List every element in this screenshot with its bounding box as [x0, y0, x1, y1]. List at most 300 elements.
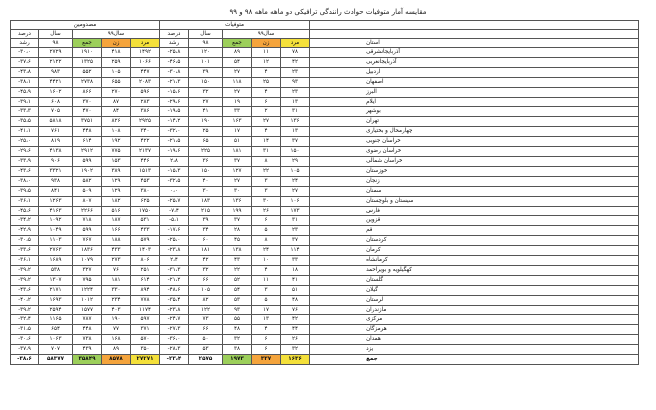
stats-table — [10, 20, 639, 365]
deaths-total-cell: ۳۳ — [223, 107, 252, 117]
province-name: کردستان — [310, 236, 639, 246]
province-name: یزد — [310, 345, 639, 355]
injured-total-cell: ۵۹۹ — [73, 226, 102, 236]
injured-growth-cell: -۴۵،۶ — [11, 206, 39, 216]
injured-98-cell: ۲۵۹۴ — [39, 305, 73, 315]
deaths-female-cell: ۴ — [252, 325, 281, 335]
deaths-98-cell: ۲۲۵ — [189, 147, 223, 157]
deaths-98-cell: ۲۱۵ — [189, 206, 223, 216]
deaths-98-cell: ۱۲۲ — [189, 305, 223, 315]
injured-male-cell: ۲۰۸۳ — [131, 77, 160, 87]
deaths-total-cell: ۱۳۶ — [223, 196, 252, 206]
deaths-total-cell: ۱۳۸ — [223, 246, 252, 256]
province-name: جمع — [310, 355, 639, 365]
injured-98-cell: ۱۱۶۵ — [39, 315, 73, 325]
deaths-98-cell: ۱۰۱ — [189, 57, 223, 67]
injured-98-cell: ۲۷۶۳ — [39, 246, 73, 256]
table-row — [11, 265, 639, 275]
deaths-year99-header: سال۹۹ — [223, 30, 310, 39]
deaths-total-cell: ۳۲ — [223, 335, 252, 345]
injured-female-cell: ۱۹۲ — [102, 137, 131, 147]
province-name: قم — [310, 226, 639, 236]
deaths-male-header: مرد — [281, 39, 310, 48]
injured-female-cell: ۴۱۸ — [102, 48, 131, 58]
injured-total-cell: ۶۱۴ — [73, 137, 102, 147]
injured-growth-cell: -۳۸،۶ — [11, 355, 39, 365]
injured-male-cell: ۷۷۸ — [131, 295, 160, 305]
province-header: استان — [310, 39, 639, 48]
injured-total-cell: ۳۲۷ — [73, 265, 102, 275]
injured-total-cell: ۱۸۳۶ — [73, 246, 102, 256]
deaths-female-cell: ۵ — [252, 295, 281, 305]
deaths-total-cell: ۲۷ — [223, 176, 252, 186]
injured-female-cell: ۳۸۹ — [102, 166, 131, 176]
deaths-98-header: ۹۸ — [189, 39, 223, 48]
deaths-98-cell: ۱۸۳ — [189, 196, 223, 206]
injured-total-cell: ۲۷۳۸ — [73, 77, 102, 87]
deaths-growth-cell: -۴۸،۶ — [160, 285, 189, 295]
injured-total-cell: ۱۲۲۴ — [73, 285, 102, 295]
injured-98-cell: ۷۶۱ — [39, 127, 73, 137]
table-row — [11, 196, 639, 206]
province-name: کرمان — [310, 246, 639, 256]
deaths-98-cell: ۵۳ — [189, 345, 223, 355]
injured-growth-cell: -۴۰،۲ — [11, 295, 39, 305]
table-row — [11, 77, 639, 87]
deaths-growth-cell: -۳۵،۴ — [160, 295, 189, 305]
deaths-98-cell: ۳۰ — [189, 186, 223, 196]
injured-total-cell: ۳۵۸۴۹ — [73, 355, 102, 365]
deaths-female-cell: ۶ — [252, 335, 281, 345]
province-name: سمنان — [310, 186, 639, 196]
deaths-male-cell: ۱۵۰ — [281, 147, 310, 157]
deaths-female-cell: ۲۷ — [252, 117, 281, 127]
injured-percent-header: درصد — [11, 30, 39, 39]
deaths-98-cell: ۱۹۰ — [189, 117, 223, 127]
injured-male-cell: ۱۱۷۴ — [131, 305, 160, 315]
deaths-98-cell: ۳۲ — [189, 87, 223, 97]
deaths-year-header: سال — [189, 30, 223, 39]
injured-female-cell: ۸۷ — [102, 97, 131, 107]
table-row — [11, 57, 639, 67]
injured-male-cell: ۳۸۰ — [131, 186, 160, 196]
injured-male-cell: ۵۳۱ — [131, 216, 160, 226]
deaths-98-cell: ۱۵۰ — [189, 77, 223, 87]
table-row — [11, 335, 639, 345]
injured-98-cell: ۳۳۲۱ — [39, 166, 73, 176]
deaths-male-cell: ۷۸ — [281, 48, 310, 58]
injured-female-cell: ۶۵۵ — [102, 77, 131, 87]
header-row-years — [11, 30, 639, 39]
deaths-total-cell: ۳۸ — [223, 345, 252, 355]
injured-total-cell: ۱۹۱۰ — [73, 48, 102, 58]
deaths-growth-cell: -۲۱،۳ — [160, 77, 189, 87]
deaths-male-cell: ۱۳ — [281, 97, 310, 107]
deaths-growth-cell: -۲۳،۸ — [160, 246, 189, 256]
injured-female-cell: ۸۵۷۸ — [102, 355, 131, 365]
deaths-female-cell: ۱۳ — [252, 315, 281, 325]
injured-98-cell: ۲۱۲۲ — [39, 57, 73, 67]
total-row — [11, 355, 639, 365]
deaths-female-cell: ۵ — [252, 226, 281, 236]
deaths-98-cell: ۱۵۰ — [189, 166, 223, 176]
injured-growth-cell: -۳۰،۶ — [11, 335, 39, 345]
injured-total-cell: ۴۷۰ — [73, 107, 102, 117]
deaths-growth-cell: -۱۹،۵ — [160, 107, 189, 117]
injured-female-cell: ۲۳۴ — [102, 295, 131, 305]
injured-growth-cell: -۳۸،۰ — [11, 176, 39, 186]
province-name: مازندران — [310, 305, 639, 315]
deaths-male-cell: ۴۲ — [281, 315, 310, 325]
injured-total-cell: ۱۰۷۹ — [73, 256, 102, 266]
injured-male-cell: ۳۸۶ — [131, 107, 160, 117]
deaths-98-cell: ۷۳ — [189, 315, 223, 325]
deaths-female-cell: ۲۵ — [252, 77, 281, 87]
injured-male-cell: ۳۵۰ — [131, 345, 160, 355]
injured-growth-cell: -۳۲،۴ — [11, 315, 39, 325]
deaths-female-cell: ۳ — [252, 186, 281, 196]
injured-male-cell: ۴۵۳ — [131, 176, 160, 186]
province-name: گلستان — [310, 275, 639, 285]
group-injured-header: مصدومین — [11, 21, 160, 30]
injured-98-cell: ۱۱۰۳ — [39, 236, 73, 246]
deaths-total-header: جمع — [223, 39, 252, 48]
injured-male-cell: ۴۴۶ — [131, 156, 160, 166]
deaths-growth-cell: -۳۲،۰ — [160, 127, 189, 137]
table-row — [11, 305, 639, 315]
deaths-growth-cell: -۲۳،۸ — [160, 305, 189, 315]
injured-growth-cell: -۴۳،۶ — [11, 285, 39, 295]
deaths-male-cell: ۲۴ — [281, 176, 310, 186]
deaths-98-cell: ۴۲ — [189, 256, 223, 266]
deaths-male-cell: ۷۶ — [281, 305, 310, 315]
deaths-total-cell: ۵۲ — [223, 275, 252, 285]
deaths-male-cell: ۳۳ — [281, 256, 310, 266]
deaths-male-cell: ۲۹ — [281, 156, 310, 166]
injured-male-cell: ۵۷۹ — [131, 236, 160, 246]
deaths-percent-header: درصد — [160, 30, 189, 39]
deaths-growth-cell: -۲۵،۰ — [160, 236, 189, 246]
injured-female-cell: ۱۸۸ — [102, 236, 131, 246]
deaths-total-cell: ۱۷ — [223, 127, 252, 137]
injured-male-cell: ۲۱۳۷ — [131, 147, 160, 157]
deaths-growth-cell: ۲،۸ — [160, 156, 189, 166]
injured-female-cell: ۱۵۳ — [102, 156, 131, 166]
deaths-female-cell: ۱۱ — [252, 48, 281, 58]
table-row — [11, 87, 639, 97]
deaths-female-cell: ۲ — [252, 107, 281, 117]
injured-female-cell: ۷۷ — [102, 325, 131, 335]
province-name: ایلام — [310, 97, 639, 107]
deaths-growth-header: رشد — [160, 39, 189, 48]
deaths-female-cell: ۴ — [252, 127, 281, 137]
deaths-growth-cell: -۵،۱ — [160, 216, 189, 226]
deaths-total-cell: ۱۸۱ — [223, 147, 252, 157]
province-name: بوشهر — [310, 107, 639, 117]
deaths-growth-cell: -۱۷،۶ — [160, 226, 189, 236]
injured-98-cell: ۹۸۳ — [39, 67, 73, 77]
deaths-male-cell: ۹۳ — [281, 77, 310, 87]
injured-98-cell: ۱۶۹۳ — [39, 295, 73, 305]
province-name: خراسان جنوبی — [310, 137, 639, 147]
deaths-total-cell: ۳۷ — [223, 156, 252, 166]
injured-growth-cell: -۳۷،۶ — [11, 57, 39, 67]
table-row — [11, 206, 639, 216]
deaths-male-cell: ۱۳ — [281, 127, 310, 137]
table-row — [11, 216, 639, 226]
injured-growth-cell: -۴۱،۱ — [11, 127, 39, 137]
deaths-female-cell: ۲۴ — [252, 246, 281, 256]
table-row — [11, 186, 639, 196]
table-row — [11, 127, 639, 137]
deaths-total-cell: ۵۳ — [223, 295, 252, 305]
injured-98-cell: ۱۰۶۳ — [39, 335, 73, 345]
deaths-98-cell: ۵۰ — [189, 335, 223, 345]
deaths-male-cell: ۱۶۳۶ — [281, 355, 310, 365]
injured-growth-cell: -۲۹،۶ — [11, 147, 39, 157]
deaths-total-cell: ۱۹۷۳ — [223, 355, 252, 365]
injured-total-cell: ۷۳۸ — [73, 335, 102, 345]
injured-female-cell: ۱۲۹ — [102, 176, 131, 186]
deaths-female-cell: ۴ — [252, 87, 281, 97]
deaths-male-cell: ۲۷ — [281, 186, 310, 196]
deaths-male-cell: ۴۸ — [281, 295, 310, 305]
injured-growth-cell: -۳۶،۱ — [11, 196, 39, 206]
injured-year99-header: سال۹۹ — [73, 30, 160, 39]
deaths-female-header: زن — [252, 39, 281, 48]
injured-growth-cell: -۳۰،۰ — [11, 48, 39, 58]
table-row — [11, 107, 639, 117]
table-row — [11, 285, 639, 295]
injured-total-cell: ۱۵۷۷ — [73, 305, 102, 315]
injured-total-cell: ۱۰۱۲ — [73, 295, 102, 305]
deaths-total-cell: ۱۹۹ — [223, 206, 252, 216]
injured-total-cell: ۷۶۷ — [73, 236, 102, 246]
injured-male-cell: ۵۹۶ — [131, 87, 160, 97]
province-name: کهگیلویه و بویراحمد — [310, 265, 639, 275]
deaths-growth-cell: ۰،۰ — [160, 186, 189, 196]
injured-male-cell: ۲۵۱ — [131, 265, 160, 275]
deaths-total-cell: ۳۰ — [223, 186, 252, 196]
table-row — [11, 137, 639, 147]
injured-growth-cell: -۳۰،۵ — [11, 236, 39, 246]
table-row — [11, 226, 639, 236]
injured-female-cell: ۱۶۸ — [102, 335, 131, 345]
deaths-98-cell: ۳۹ — [189, 216, 223, 226]
deaths-98-cell: ۶۰ — [189, 236, 223, 246]
deaths-total-cell: ۱۲۷ — [223, 166, 252, 176]
page-title: مقایسه آمار متوفیات حوادث رانندگی ترافیکی دو ماهه ماهه ۹۸ و ۹۹ — [229, 8, 427, 16]
deaths-female-cell: ۳۳۷ — [252, 355, 281, 365]
injured-female-cell: ۲۷۳ — [102, 256, 131, 266]
injured-growth-cell: -۳۵،۵ — [11, 117, 39, 127]
deaths-98-cell: ۱۸۱ — [189, 246, 223, 256]
injured-growth-cell: -۳۳،۹ — [11, 156, 39, 166]
deaths-female-cell: ۸ — [252, 236, 281, 246]
deaths-98-cell: ۶۶ — [189, 325, 223, 335]
injured-female-cell: ۱۰۸ — [102, 127, 131, 137]
injured-total-cell: ۵۰۹ — [73, 186, 102, 196]
table-row — [11, 345, 639, 355]
deaths-total-cell: ۹۳ — [223, 305, 252, 315]
injured-female-cell: ۸۴ — [102, 107, 131, 117]
injured-growth-cell: -۳۹،۲ — [11, 265, 39, 275]
injured-male-cell: ۸۰۶ — [131, 256, 160, 266]
injured-growth-cell: -۳۴،۲ — [11, 216, 39, 226]
table-row — [11, 97, 639, 107]
deaths-female-cell: ۶ — [252, 345, 281, 355]
injured-female-cell: ۱۸۱ — [102, 275, 131, 285]
injured-growth-cell: -۳۱،۵ — [11, 325, 39, 335]
deaths-98-cell: ۴۱ — [189, 107, 223, 117]
injured-growth-cell: -۳۹،۱ — [11, 97, 39, 107]
deaths-98-cell: ۲۷ — [189, 97, 223, 107]
deaths-male-cell: ۱۳۶ — [281, 117, 310, 127]
deaths-growth-cell: -۲۹،۶ — [160, 97, 189, 107]
deaths-growth-cell: -۲۴،۷ — [160, 315, 189, 325]
deaths-male-cell: ۲۳ — [281, 87, 310, 97]
deaths-total-cell: ۴۸ — [223, 325, 252, 335]
deaths-female-cell: ۲۶ — [252, 206, 281, 216]
injured-female-cell: ۷۷۵ — [102, 147, 131, 157]
deaths-female-cell: ۱۷ — [252, 305, 281, 315]
group-deaths-header: متوفیات — [160, 21, 310, 30]
deaths-98-cell: ۶۶ — [189, 275, 223, 285]
injured-98-cell: ۶۰۸ — [39, 97, 73, 107]
deaths-male-cell: ۱۷۳ — [281, 206, 310, 216]
deaths-total-cell: ۱۱۸ — [223, 77, 252, 87]
table-row — [11, 147, 639, 157]
table-row — [11, 166, 639, 176]
header-row-groups — [11, 21, 639, 30]
table-row — [11, 156, 639, 166]
table-row — [11, 67, 639, 77]
injured-98-cell: ۱۳۰۷ — [39, 275, 73, 285]
injured-total-cell: ۴۳۹ — [73, 345, 102, 355]
province-name: آذربایجانغربی — [310, 57, 639, 67]
injured-98-cell: ۲۷۲۹ — [39, 48, 73, 58]
deaths-growth-cell: -۱۵،۳ — [160, 166, 189, 176]
province-name: البرز — [310, 87, 639, 97]
table-row — [11, 275, 639, 285]
injured-female-cell: ۱۸۲ — [102, 196, 131, 206]
injured-female-cell: ۲۵۹ — [102, 57, 131, 67]
province-name: کرمانشاه — [310, 256, 639, 266]
injured-total-cell: ۲۹۱۲ — [73, 147, 102, 157]
deaths-total-cell: ۲۸ — [223, 226, 252, 236]
table-row — [11, 176, 639, 186]
deaths-98-cell: ۴۰ — [189, 176, 223, 186]
province-name: خوزستان — [310, 166, 639, 176]
table-row — [11, 325, 639, 335]
injured-98-cell: ۴۱۶۳ — [39, 206, 73, 216]
deaths-total-cell: ۲۷ — [223, 87, 252, 97]
injured-growth-cell: -۳۸،۱ — [11, 77, 39, 87]
injured-male-cell: ۱۵۱۳ — [131, 166, 160, 176]
deaths-growth-cell: -۲۵،۸ — [160, 48, 189, 58]
province-name: سیستان و بلوچستان — [310, 196, 639, 206]
injured-total-cell: ۵۹۹ — [73, 156, 102, 166]
province-name: قزوین — [310, 216, 639, 226]
deaths-total-cell: ۱۶۳ — [223, 117, 252, 127]
injured-male-cell: ۸۹۴ — [131, 285, 160, 295]
table-row — [11, 256, 639, 266]
deaths-total-cell: ۱۹ — [223, 97, 252, 107]
deaths-male-cell: ۴۲ — [281, 57, 310, 67]
deaths-female-cell: ۳۰ — [252, 196, 281, 206]
deaths-growth-cell: -۳۶،۰ — [160, 335, 189, 345]
injured-male-cell: ۴۳۳ — [131, 226, 160, 236]
province-name: تهران — [310, 117, 639, 127]
injured-growth-cell: -۳۳،۶ — [11, 246, 39, 256]
deaths-male-cell: ۲۶ — [281, 335, 310, 345]
deaths-total-cell: ۲۲ — [223, 265, 252, 275]
injured-female-cell: ۴۰۳ — [102, 305, 131, 315]
injured-year-header: سال — [39, 30, 73, 39]
deaths-98-cell: ۲۵ — [189, 127, 223, 137]
injured-female-cell: ۷۶ — [102, 265, 131, 275]
injured-growth-cell: -۴۲،۹ — [11, 226, 39, 236]
table-row — [11, 236, 639, 246]
injured-98-cell: ۲۱۷۱ — [39, 285, 73, 295]
deaths-total-cell: ۵۵ — [223, 315, 252, 325]
injured-male-cell: ۶۱۴ — [131, 275, 160, 285]
injured-growth-cell: -۳۷،۹ — [11, 345, 39, 355]
deaths-total-cell: ۸۹ — [223, 48, 252, 58]
injured-male-cell: ۴۴۷ — [131, 67, 160, 77]
deaths-male-cell: ۲۳ — [281, 226, 310, 236]
injured-total-cell: ۵۸۲ — [73, 176, 102, 186]
deaths-total-cell: ۵۴ — [223, 285, 252, 295]
injured-98-cell: ۴۱۳۸ — [39, 147, 73, 157]
injured-female-cell: ۳۳۰ — [102, 285, 131, 295]
deaths-98-cell: ۱۲۰ — [189, 48, 223, 58]
injured-male-cell: ۶۲۵ — [131, 196, 160, 206]
deaths-male-cell: ۵۱ — [281, 285, 310, 295]
province-name: اصفهان — [310, 77, 639, 87]
injured-male-cell: ۱۴۰۳ — [131, 246, 160, 256]
deaths-growth-cell: -۲۱،۵ — [160, 137, 189, 147]
injured-98-cell: ۵۸۳۷۷ — [39, 355, 73, 365]
deaths-growth-cell: -۳۲،۵ — [160, 176, 189, 186]
province-name: فارس — [310, 206, 639, 216]
injured-male-cell: ۳۴۰ — [131, 127, 160, 137]
injured-total-cell: ۵۵۲ — [73, 67, 102, 77]
deaths-growth-cell: -۲۸،۳ — [160, 345, 189, 355]
table-row — [11, 117, 639, 127]
injured-98-cell: ۹۰۶ — [39, 156, 73, 166]
injured-growth-cell: -۳۹،۲ — [11, 305, 39, 315]
empty-province-top — [310, 30, 639, 39]
deaths-female-cell: ۳۱ — [252, 147, 281, 157]
deaths-female-cell: ۱۴ — [252, 137, 281, 147]
injured-98-cell: ۵۳۸ — [39, 265, 73, 275]
injured-total-cell: ۱۹۰۲ — [73, 166, 102, 176]
injured-total-cell: ۷۸۷ — [73, 315, 102, 325]
province-name: همدان — [310, 335, 639, 345]
injured-male-cell: ۵۹۷ — [131, 315, 160, 325]
province-name: گیلان — [310, 285, 639, 295]
deaths-female-cell: ۱۲ — [252, 57, 281, 67]
injured-female-cell: ۱۰۵ — [102, 67, 131, 77]
province-name: خراسان رضوی — [310, 147, 639, 157]
deaths-growth-cell: -۷،۴ — [160, 206, 189, 216]
injured-total-cell: ۳۷۵۱ — [73, 117, 102, 127]
injured-female-cell: ۱۹۰ — [102, 315, 131, 325]
deaths-98-cell: ۱۰۵ — [189, 285, 223, 295]
injured-growth-cell: -۳۹،۵ — [11, 186, 39, 196]
deaths-female-cell: ۶ — [252, 97, 281, 107]
